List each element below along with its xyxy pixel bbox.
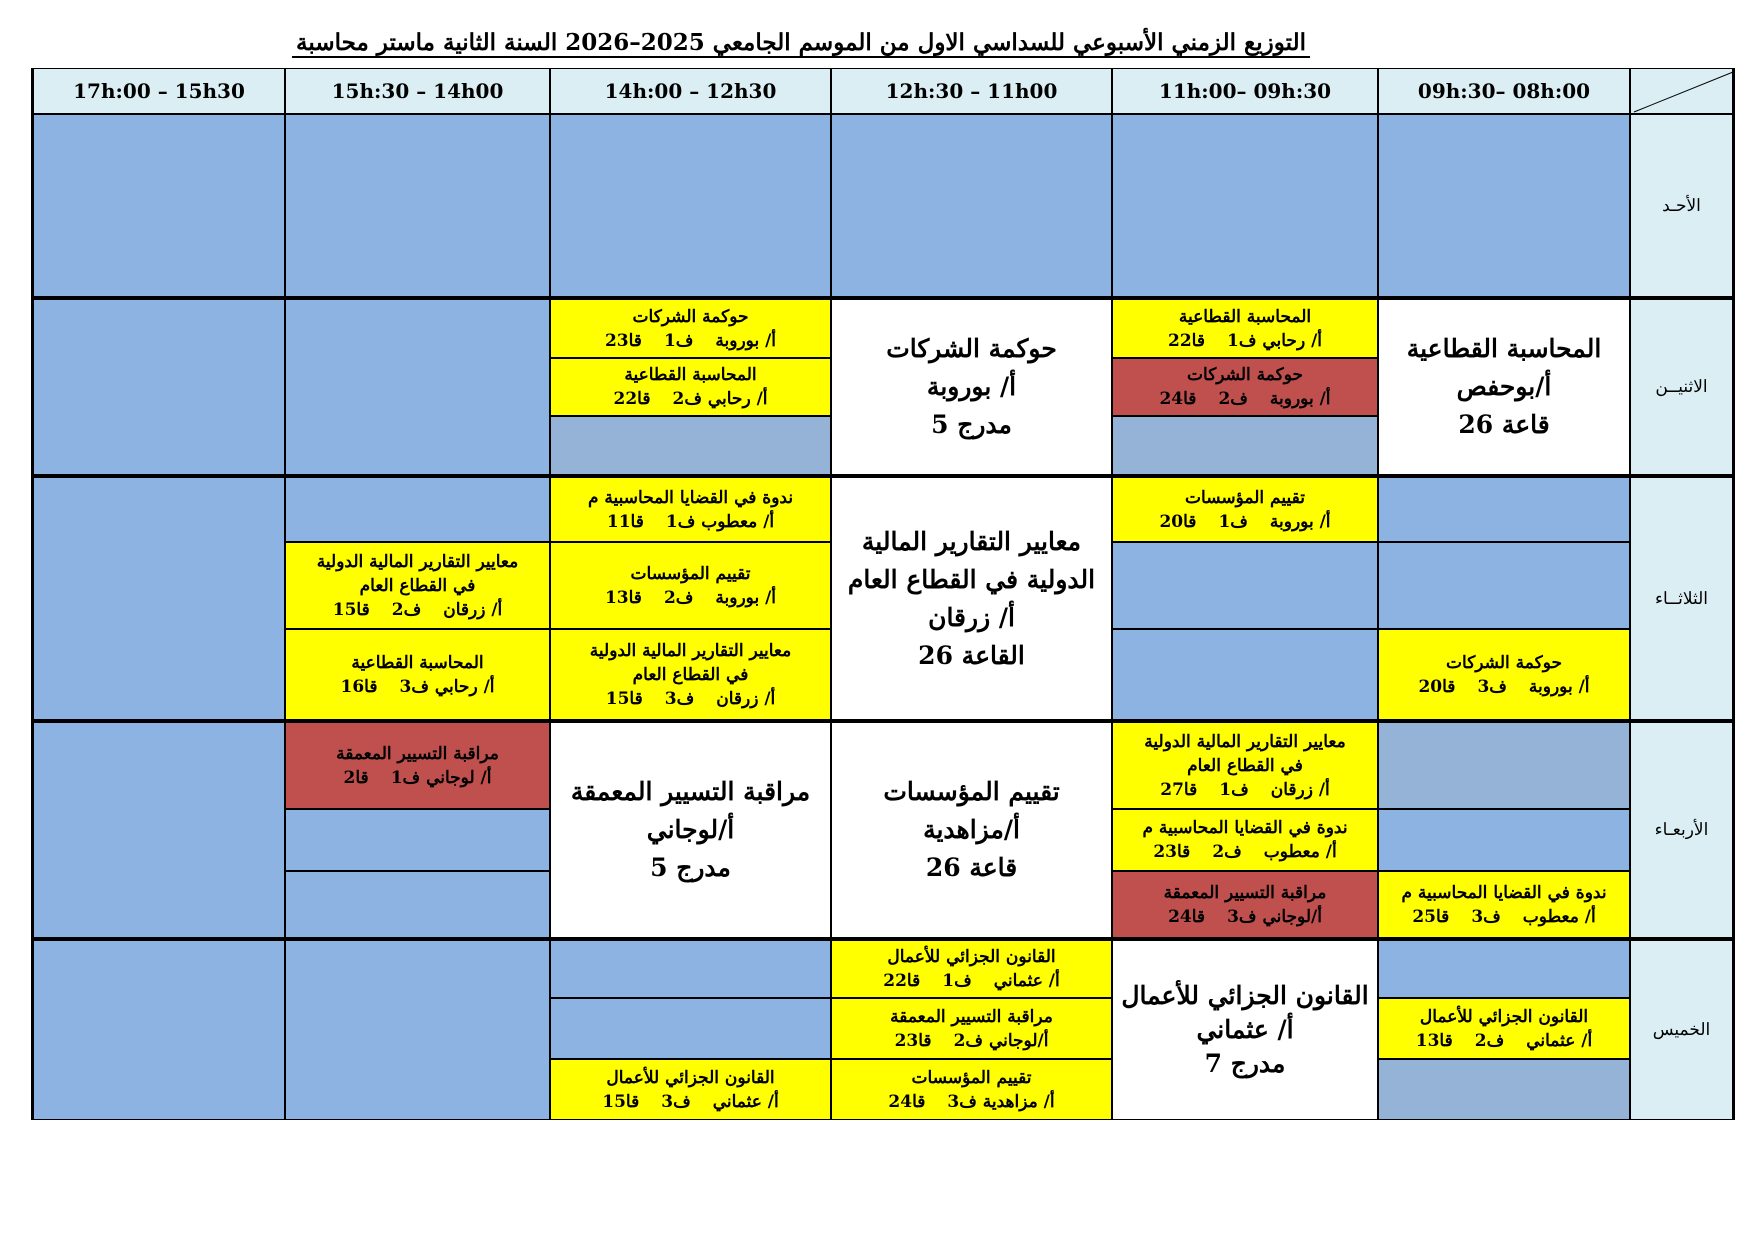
empty-slot xyxy=(1378,809,1630,871)
time-slot-header: 12h:30 – 11h00 xyxy=(831,68,1112,114)
session-cell xyxy=(1112,809,1378,871)
empty-slot xyxy=(285,297,550,475)
room: القاعة 26 xyxy=(918,640,1025,670)
room: قا15 xyxy=(332,599,370,620)
empty-slot xyxy=(285,809,550,871)
lecture-cell xyxy=(550,720,831,938)
empty-slot xyxy=(31,475,285,720)
empty-slot xyxy=(831,114,1112,297)
empty-slot xyxy=(550,114,831,297)
instructor: أ/لوجاني ف3 xyxy=(1227,906,1322,927)
instructor: أ/ عثماني xyxy=(712,1091,779,1112)
instructor: أ/ معطوب ف1 xyxy=(665,511,775,532)
instructor: أ/ زرقان xyxy=(443,599,503,620)
course-name: تقييم المؤسسات xyxy=(911,1067,1032,1088)
session-cell xyxy=(550,1059,831,1120)
empty-slot xyxy=(550,938,831,998)
group: ف1 xyxy=(942,971,972,991)
session-cell xyxy=(550,297,831,358)
room: قاعة 26 xyxy=(925,853,1018,882)
session-details xyxy=(1168,329,1322,353)
instructor: أ/ رحابي ف1 xyxy=(1226,330,1323,351)
session-details xyxy=(1160,778,1330,802)
course-name: المحاسبة القطاعية xyxy=(1406,334,1602,363)
course-name: معايير التقارير المالية الدولية xyxy=(589,640,792,661)
lecture-cell xyxy=(1378,297,1630,475)
instructor: أ/ زرقان xyxy=(716,688,776,709)
room: قا11 xyxy=(606,511,644,532)
course-name: القانون الجزائي للأعمال xyxy=(887,947,1056,967)
group: ف3 xyxy=(661,1091,691,1112)
instructor: أ/ عثماني xyxy=(1526,1030,1593,1051)
course-name-cont: في القطاع العام xyxy=(359,575,476,596)
course-name: مراقبة التسيير المعمقة xyxy=(570,777,811,806)
room: قا24 xyxy=(888,1091,926,1112)
session-details xyxy=(344,766,492,790)
room: قا22 xyxy=(613,389,651,409)
instructor: أ/بوحفص xyxy=(1456,372,1552,401)
empty-slot xyxy=(31,297,285,475)
session-details xyxy=(1416,1029,1593,1053)
instructor: أ/لوجاني xyxy=(646,815,735,844)
session-details xyxy=(605,586,776,610)
session-details xyxy=(1153,840,1336,864)
instructor: أ/ بوروبة xyxy=(1528,676,1590,697)
group: ف3 xyxy=(664,688,695,709)
session-details xyxy=(333,598,503,622)
session-cell xyxy=(1378,629,1630,720)
session-details xyxy=(613,387,767,411)
course-name: المحاسبة القطاعية xyxy=(351,652,484,673)
course-name: مراقبة التسيير المعمقة xyxy=(336,743,499,764)
session-cell xyxy=(1112,297,1378,358)
room: قاعة 26 xyxy=(1458,410,1550,439)
course-name: معايير التقارير المالية الدولية xyxy=(316,551,519,572)
instructor: أ/لوجاني ف2 xyxy=(953,1030,1049,1051)
session-details xyxy=(1412,905,1595,929)
course-name: مراقبة التسيير المعمقة xyxy=(1163,882,1327,903)
day-label: الأحـد xyxy=(1630,114,1735,297)
instructor: أ/مزاهدية xyxy=(923,815,1020,844)
session-cell xyxy=(1112,475,1378,542)
session-cell xyxy=(285,720,550,809)
instructor: أ/ رحابي ف2 xyxy=(672,389,768,409)
instructor: أ/ معطوب xyxy=(1263,842,1337,862)
course-name: معايير التقارير المالية الدولية في القطاع العام xyxy=(847,526,1096,594)
instructor: أ/ بوروبة xyxy=(715,587,777,608)
lecture-cell xyxy=(831,475,1112,720)
empty-slot xyxy=(31,720,285,938)
course-name: معايير التقارير المالية الدولية xyxy=(1144,731,1346,752)
group: ف1 xyxy=(1219,779,1249,800)
lecture-cell xyxy=(831,720,1112,938)
room: قا16 xyxy=(340,676,378,697)
room: قا24 xyxy=(1168,906,1206,927)
room: مدرج 7 xyxy=(1204,1049,1286,1078)
course-name: ندوة في القضايا المحاسبية م xyxy=(587,487,794,508)
session-cell xyxy=(285,629,550,720)
course-name: المحاسبة القطاعية xyxy=(1178,306,1312,327)
course-name: مراقبة التسيير المعمقة xyxy=(890,1006,1053,1027)
instructor: أ/ بوروبة xyxy=(715,330,777,351)
empty-slot xyxy=(285,475,550,542)
session-cell xyxy=(831,998,1112,1059)
course-name: حوكمة الشركات xyxy=(1446,652,1562,673)
session-cell xyxy=(550,475,831,542)
session-details xyxy=(340,675,494,699)
course-name-cont: في القطاع العام xyxy=(1187,755,1303,776)
session-details xyxy=(605,329,776,353)
empty-slot xyxy=(1378,114,1630,297)
diagonal-line-icon xyxy=(1631,69,1735,114)
room: مدرج 5 xyxy=(650,853,731,882)
page-title: التوزيع الزمني الأسبوعي للسداسي الاول من الموسم الجامعي 2025–2026 السنة الثانية ماستر محاسبة xyxy=(370,26,1310,64)
session-details xyxy=(606,687,776,711)
empty-slot xyxy=(1112,416,1378,475)
session-details xyxy=(888,1090,1054,1114)
session-cell xyxy=(1112,358,1378,416)
session-details xyxy=(1159,387,1330,411)
session-cell xyxy=(831,1059,1112,1120)
empty-slot xyxy=(1378,542,1630,629)
empty-slot xyxy=(1378,938,1630,998)
lecture-cell xyxy=(831,297,1112,475)
course-name: حوكمة الشركات xyxy=(632,306,749,327)
group: ف2 xyxy=(1212,842,1242,862)
empty-slot xyxy=(1112,114,1378,297)
instructor: أ/ عثماني xyxy=(1196,1015,1294,1044)
empty-slot xyxy=(285,114,550,297)
session-cell xyxy=(1112,871,1378,938)
session-details xyxy=(895,1029,1049,1053)
time-slot-header: 17h:00 – 15h30 xyxy=(31,68,285,114)
instructor: أ/ معطوب xyxy=(1522,906,1596,927)
room: قا23 xyxy=(894,1030,932,1051)
room: قا24 xyxy=(1159,389,1197,409)
time-slot-header: 11h:00– 09h:30 xyxy=(1112,68,1378,114)
instructor: أ/ عثماني xyxy=(993,971,1060,991)
course-name: حوكمة الشركات xyxy=(886,334,1057,363)
instructor: أ/ بوروبة xyxy=(926,372,1017,401)
empty-slot xyxy=(285,938,550,1120)
session-details xyxy=(602,1090,779,1114)
room: قا22 xyxy=(883,971,921,991)
room: قا25 xyxy=(1412,906,1450,927)
course-name: حوكمة الشركات xyxy=(1187,365,1303,385)
lecture-cell xyxy=(1112,938,1378,1120)
room: قا20 xyxy=(1418,676,1456,697)
course-name: القانون الجزائي للأعمال xyxy=(1419,1006,1589,1027)
instructor: أ/ زرقان xyxy=(1270,779,1330,800)
group: ف3 xyxy=(1471,906,1501,927)
day-label: الثلاثــاء xyxy=(1630,475,1735,720)
day-label: الأربعـاء xyxy=(1630,720,1735,938)
empty-slot xyxy=(550,416,831,475)
empty-slot xyxy=(31,114,285,297)
session-cell xyxy=(550,542,831,629)
session-cell xyxy=(1378,871,1630,938)
instructor: أ/ رحابي ف3 xyxy=(399,676,495,697)
course-name-cont: في القطاع العام xyxy=(632,664,749,685)
session-cell xyxy=(285,542,550,629)
session-cell xyxy=(831,938,1112,998)
room: قا23 xyxy=(604,330,642,351)
session-cell xyxy=(550,358,831,416)
empty-slot xyxy=(1112,542,1378,629)
room: قا20 xyxy=(1159,511,1197,532)
course-name: تقييم المؤسسات xyxy=(883,777,1060,806)
course-name: القانون الجزائي للأعمال xyxy=(606,1067,775,1088)
instructor: أ/ بوروبة xyxy=(1269,389,1331,409)
session-details xyxy=(883,969,1060,993)
room: قا22 xyxy=(1167,330,1205,351)
empty-slot xyxy=(550,998,831,1059)
group: ف2 xyxy=(391,599,422,620)
corner-cell xyxy=(1630,68,1735,114)
room: قا2 xyxy=(343,767,369,788)
session-details xyxy=(1159,510,1330,534)
session-details xyxy=(607,510,774,534)
course-name: تقييم المؤسسات xyxy=(630,563,751,584)
group: ف2 xyxy=(663,587,694,608)
instructor: أ/ لوجاني ف1 xyxy=(390,767,492,788)
group: ف2 xyxy=(1218,389,1248,409)
session-details xyxy=(1418,675,1589,699)
room: قا15 xyxy=(602,1091,640,1112)
empty-slot xyxy=(1112,629,1378,720)
room: قا13 xyxy=(604,587,642,608)
time-slot-header: 09h:30– 08h:00 xyxy=(1378,68,1630,114)
group: ف3 xyxy=(1477,676,1507,697)
empty-slot xyxy=(1378,720,1630,809)
session-cell xyxy=(1112,720,1378,809)
session-cell xyxy=(1378,998,1630,1059)
group: ف1 xyxy=(663,330,694,351)
room: قا27 xyxy=(1160,779,1198,800)
course-name: ندوة في القضايا المحاسبية م xyxy=(1401,882,1607,903)
course-name: ندوة في القضايا المحاسبية م xyxy=(1142,818,1348,838)
room: قا13 xyxy=(1415,1030,1453,1051)
empty-slot xyxy=(31,938,285,1120)
group: ف1 xyxy=(1218,511,1248,532)
session-cell xyxy=(550,629,831,720)
empty-slot xyxy=(285,871,550,938)
time-slot-header: 14h:00 – 12h30 xyxy=(550,68,831,114)
instructor: أ/ زرقان xyxy=(928,602,1015,632)
room: قا15 xyxy=(605,688,643,709)
course-name: القانون الجزائي للأعمال xyxy=(1121,981,1369,1010)
course-name: تقييم المؤسسات xyxy=(1185,487,1305,508)
course-name: المحاسبة القطاعية xyxy=(624,365,757,385)
empty-slot xyxy=(1378,1059,1630,1120)
room: قا23 xyxy=(1153,842,1191,862)
empty-slot xyxy=(1378,475,1630,542)
session-details xyxy=(1168,905,1322,929)
instructor: أ/ مزاهدية ف3 xyxy=(947,1091,1055,1112)
day-label: الاثنيــن xyxy=(1630,297,1735,475)
time-slot-header: 15h:30 – 14h00 xyxy=(285,68,550,114)
instructor: أ/ بوروبة xyxy=(1269,511,1331,532)
day-label: الخميس xyxy=(1630,938,1735,1120)
group: ف2 xyxy=(1474,1030,1505,1051)
room: مدرج 5 xyxy=(931,410,1012,439)
